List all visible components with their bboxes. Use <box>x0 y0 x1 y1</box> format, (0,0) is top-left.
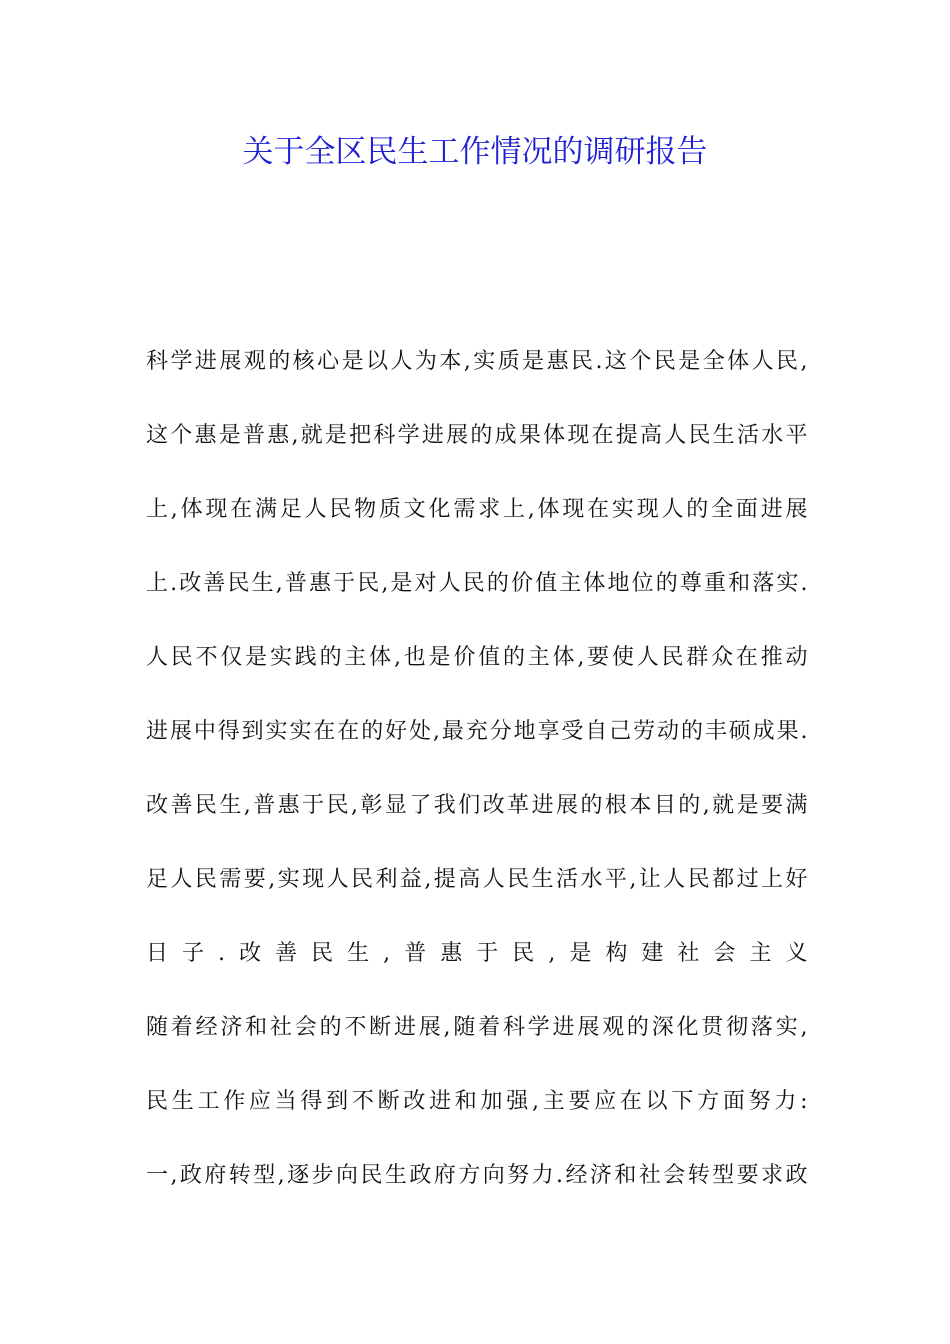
body-line: 这个惠是普惠,就是把科学进展的成果体现在提高人民生活水平 <box>146 423 808 448</box>
body-line: 人民不仅是实践的主体,也是价值的主体,要使人民群众在推动 <box>146 645 808 670</box>
body-line: 上,体现在满足人民物质文化需求上,体现在实现人的全面进展 <box>146 497 808 522</box>
body-line: 改善民生,普惠于民,彰显了我们改革进展的根本目的,就是要满 <box>146 793 808 818</box>
body-line: 上.改善民生,普惠于民,是对人民的价值主体地位的尊重和落实. <box>146 571 808 596</box>
body-line: 日子.改善民生,普惠于民,是构建社会主义 <box>146 941 808 966</box>
document-title: 关于全区民生工作情况的调研报告 <box>242 134 708 170</box>
body-line: 足人民需要,实现人民利益,提高人民生活水平,让人民都过上好 <box>146 867 808 892</box>
body-line: 一,政府转型,逐步向民生政府方向努力.经济和社会转型要求政 <box>146 1163 808 1188</box>
document-body <box>146 340 808 1228</box>
body-line: 科学进展观的核心是以人为本,实质是惠民.这个民是全体人民, <box>146 349 808 374</box>
body-line: 随着经济和社会的不断进展,随着科学进展观的深化贯彻落实, <box>146 1015 808 1040</box>
body-line: 进展中得到实实在在的好处,最充分地享受自己劳动的丰硕成果. <box>146 719 808 744</box>
body-line: 民生工作应当得到不断改进和加强,主要应在以下方面努力: <box>146 1089 808 1114</box>
